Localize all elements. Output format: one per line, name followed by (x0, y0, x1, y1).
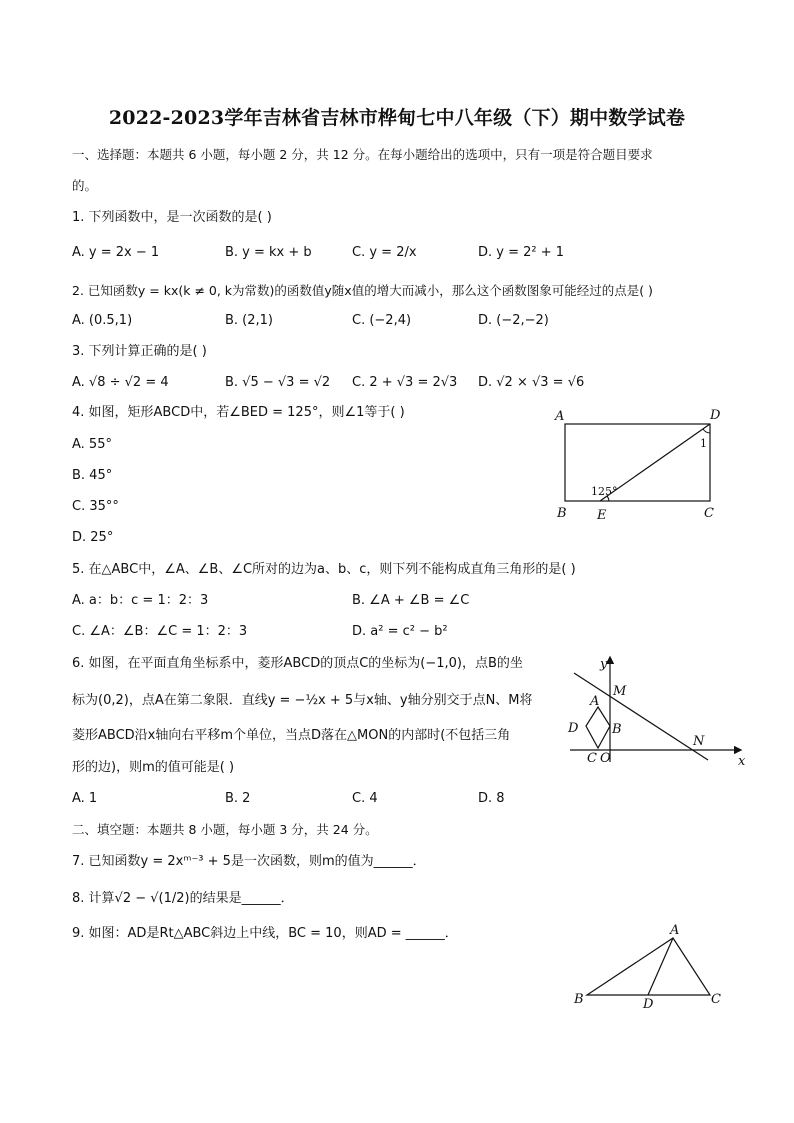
q4-option-a: A. 55° (72, 437, 112, 452)
label-d: D (643, 997, 654, 1012)
q3-option-a: A. √8 ÷ √2 = 4 (72, 375, 169, 390)
label-c: C (711, 992, 721, 1007)
q6-coordinate-figure (560, 652, 750, 770)
label-a: A (555, 409, 565, 424)
q5-option-b: B. ∠A + ∠B = ∠C (352, 593, 470, 608)
q6-stem-line3: 菱形ABCD沿x轴向右平移m个单位，当点D落在△MON的内部时(不包括三角 (72, 728, 511, 743)
q5-option-c: C. ∠A：∠B：∠C = 1：2：3 (72, 624, 248, 639)
label-m: M (613, 684, 627, 699)
q6-option-c: C. 4 (352, 791, 378, 806)
rhombus-abcd (586, 707, 610, 748)
q6-option-d: D. 8 (478, 791, 505, 806)
label-c: C (704, 506, 714, 521)
q3-stem: 3. 下列计算正确的是( ) (72, 344, 207, 359)
label-c: C (587, 751, 597, 766)
q1-option-c: C. y = 2/x (352, 245, 417, 260)
label-a: A (670, 923, 680, 938)
rectangle-abcd (565, 424, 710, 501)
q5-option-a: A. a：b：c = 1：2：3 (72, 593, 209, 608)
q2-stem: 2. 已知函数y = kx(k ≠ 0, k为常数)的函数值y随x值的增大而减小，那么这个函数图象可能经过的点是( ) (72, 283, 653, 298)
triangle-abc (587, 938, 710, 995)
q5-option-d: D. a² = c² − b² (352, 624, 448, 639)
q4-option-c: C. 35°° (72, 499, 119, 514)
section-2-heading: 二、填空题：本题共 8 小题，每小题 3 分，共 24 分。 (72, 822, 378, 837)
q8-stem: 8. 计算√2 − √(1/2)的结果是______． (72, 891, 294, 906)
q6-option-b: B. 2 (225, 791, 251, 806)
q1-stem: 1. 下列函数中，是一次函数的是( ) (72, 210, 272, 225)
line-mn (574, 673, 708, 760)
q6-stem-line4: 形的边)，则m的值可能是( ) (72, 760, 235, 775)
label-angle-1: 1 (700, 437, 707, 450)
q6-option-a: A. 1 (72, 791, 98, 806)
label-o: O (600, 751, 611, 766)
label-a: A (590, 694, 600, 709)
q4-option-d: D. 25° (72, 530, 114, 545)
label-b: B (574, 992, 584, 1007)
section-1-heading-line1: 一、选择题：本题共 6 小题，每小题 2 分，共 12 分。在每小题给出的选项中，只有一项是符合题目要求 (72, 147, 653, 162)
q3-option-d: D. √2 × √3 = √6 (478, 375, 585, 390)
label-b: B (557, 506, 567, 521)
q1-option-d: D. y = 2² + 1 (478, 245, 565, 260)
label-y-axis: y (600, 657, 608, 672)
q3-option-c: C. 2 + √3 = 2√3 (352, 375, 458, 390)
q2-option-a: A. (0.5,1) (72, 313, 133, 328)
label-d: D (568, 721, 579, 736)
section-1-heading-line2: 的。 (72, 178, 98, 193)
label-e: E (597, 508, 607, 523)
q3-option-b: B. √5 − √3 = √2 (225, 375, 331, 390)
label-x-axis: x (738, 754, 746, 769)
q2-option-c: C. (−2,4) (352, 313, 412, 328)
q4-stem: 4. 如图，矩形ABCD中，若∠BED = 125°，则∠1等于( ) (72, 405, 405, 420)
q2-option-b: B. (2,1) (225, 313, 274, 328)
q1-option-a: A. y = 2x − 1 (72, 245, 160, 260)
q4-option-b: B. 45° (72, 468, 113, 483)
q9-stem: 9. 如图：AD是Rt△ABC斜边上中线，BC = 10，则AD = ______． (72, 926, 458, 941)
label-d: D (710, 408, 721, 423)
page-title: 2022-2023学年吉林省吉林市桦甸七中八年级（下）期中数学试卷 (108, 107, 686, 129)
q7-stem: 7. 已知函数y = 2xᵐ⁻³ + 5是一次函数，则m的值为______． (72, 854, 426, 869)
q4-rectangle-figure (545, 400, 735, 525)
q6-stem-line2: 标为(0,2)，点A在第二象限．直线y = −½x + 5与x轴、y轴分别交于点N、M将 (72, 693, 533, 708)
q9-triangle-figure (565, 918, 735, 1018)
q2-option-d: D. (−2,−2) (478, 313, 549, 328)
q6-stem-line1: 6. 如图，在平面直角坐标系中，菱形ABCD的顶点C的坐标为(−1,0)，点B的坐 (72, 656, 523, 671)
angle-1-arc (703, 429, 710, 433)
label-n: N (693, 734, 705, 749)
label-angle-125: 125° (591, 485, 618, 498)
q1-option-b: B. y = kx + b (225, 245, 312, 260)
q5-stem: 5. 在△ABC中，∠A、∠B、∠C所对的边为a、b、c，则下列不能构成直角三角形的是( ) (72, 562, 576, 577)
label-b: B (612, 722, 622, 737)
